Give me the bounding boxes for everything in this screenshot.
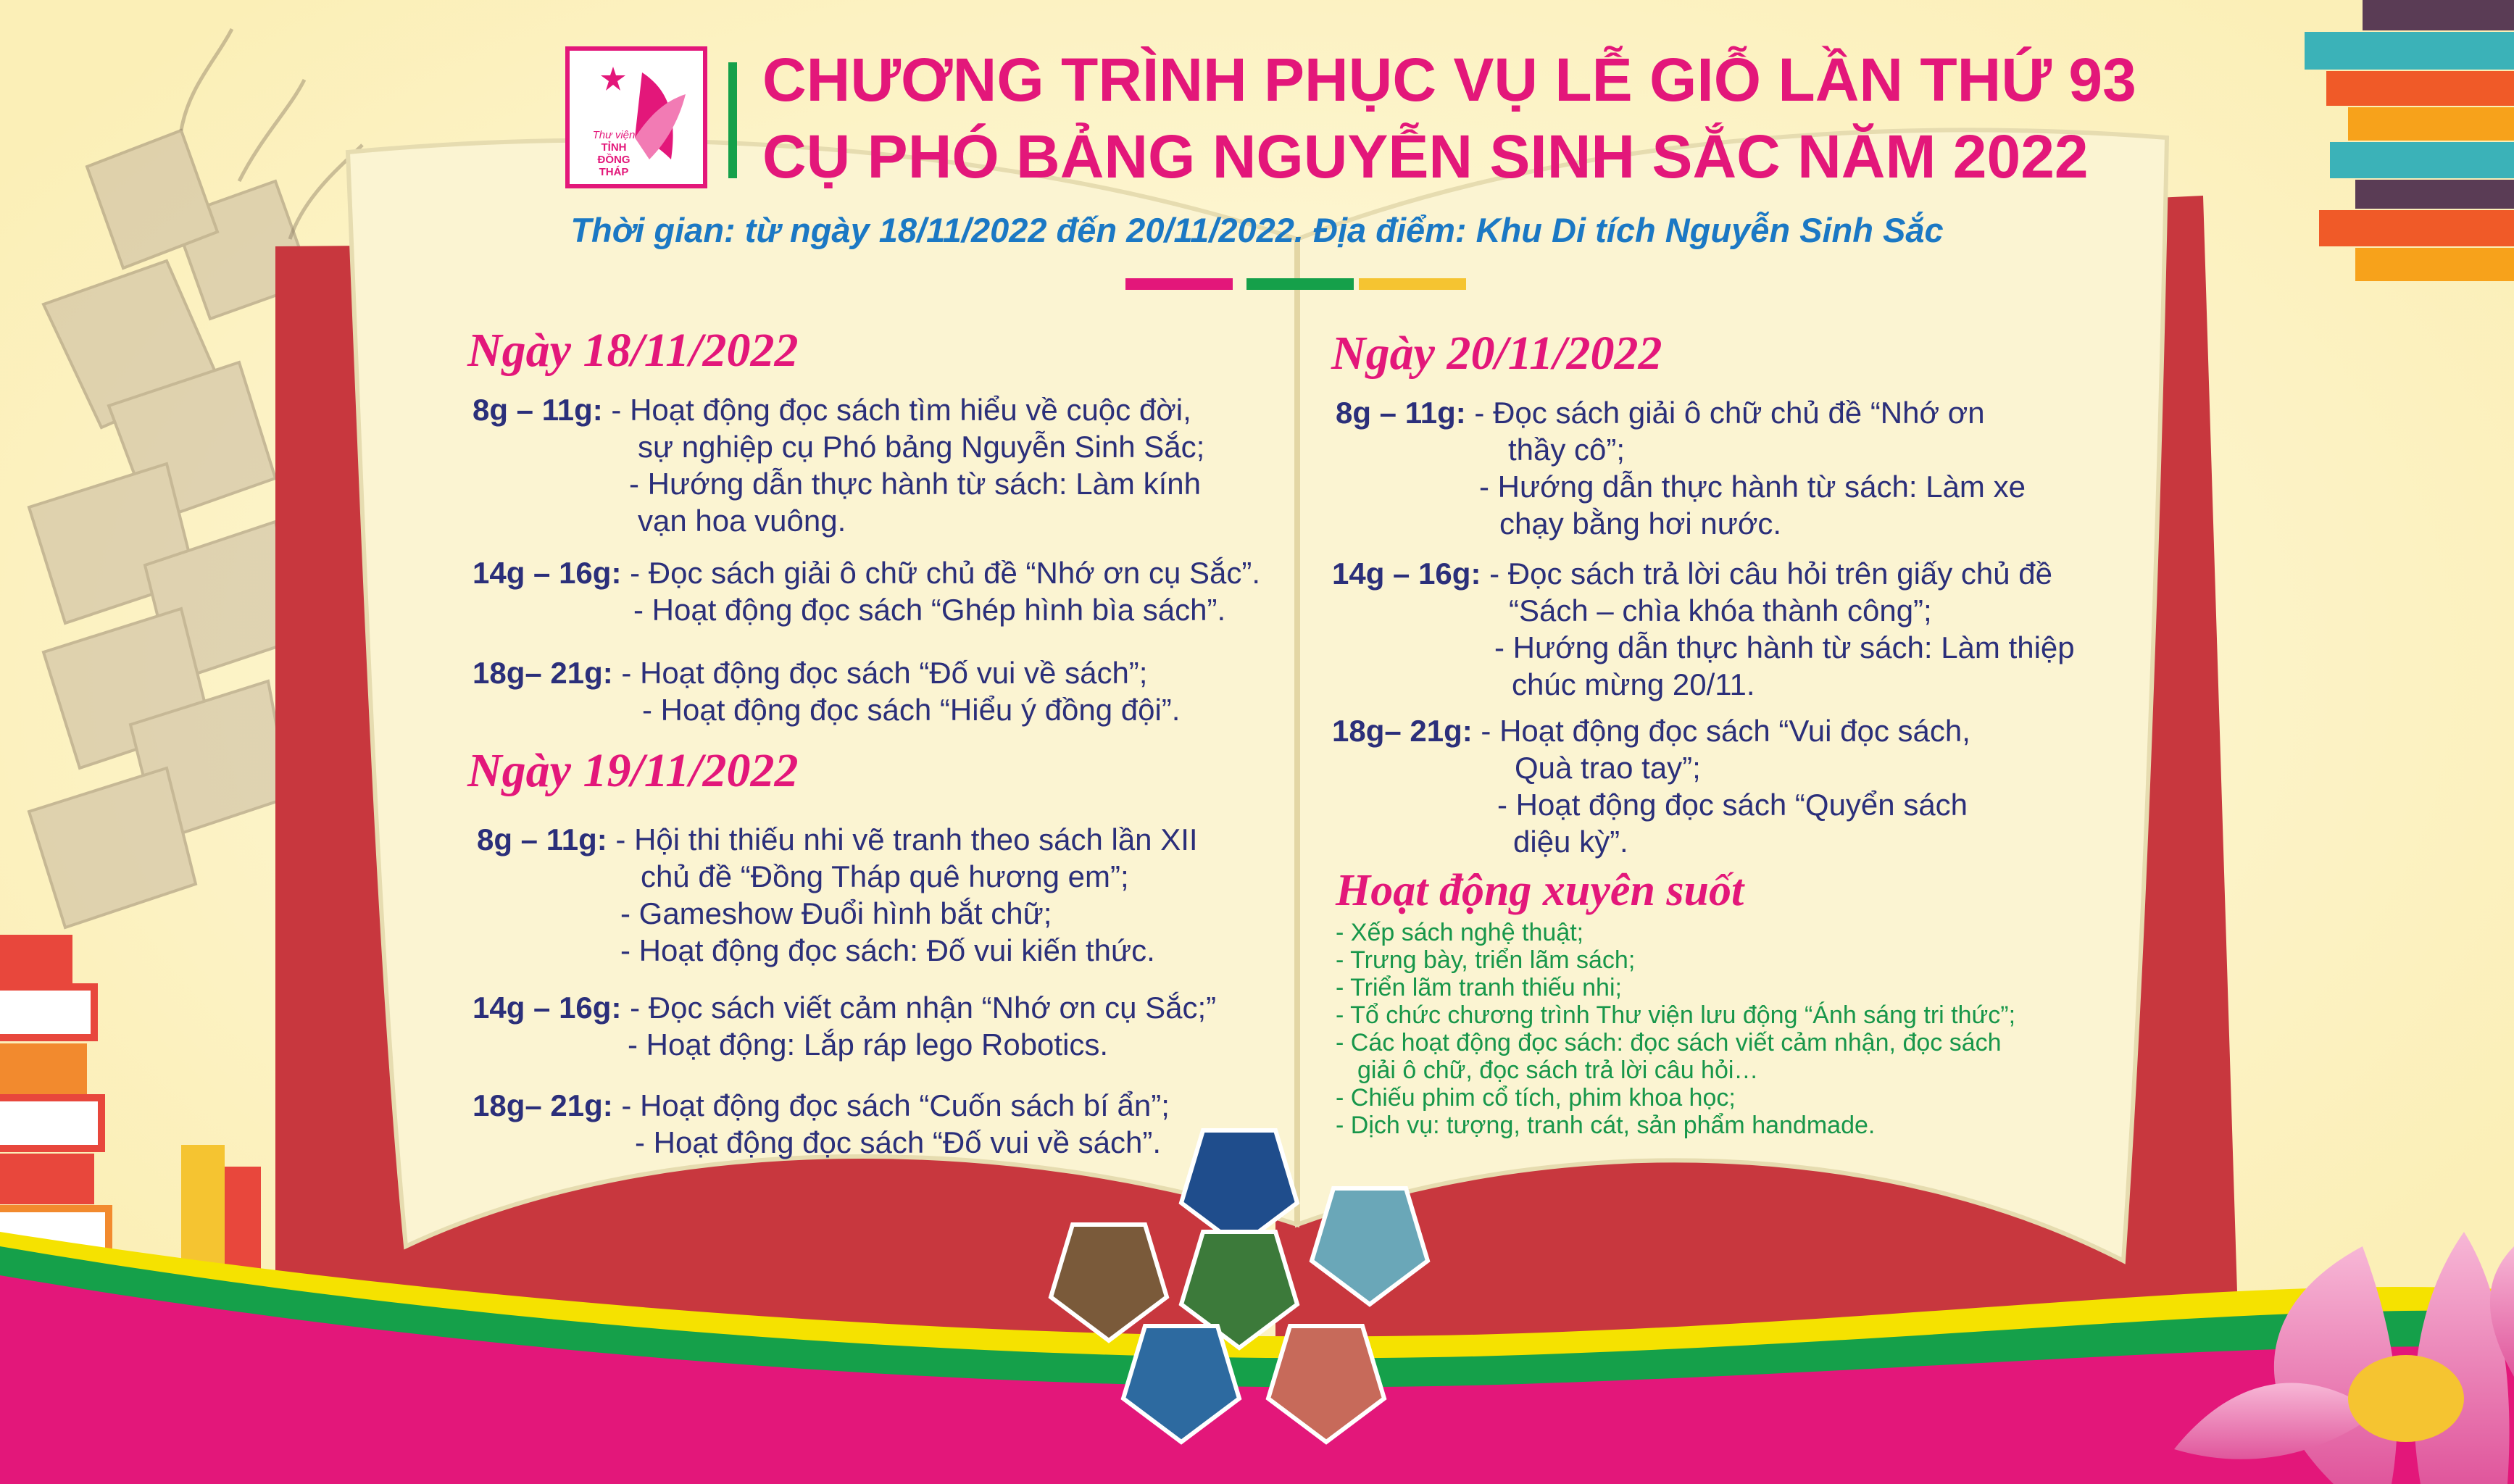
entry-line: chạy bằng hơi nước. bbox=[1499, 507, 1782, 541]
entry-line: - Hướng dẫn thực hành từ sách: Làm kính bbox=[629, 467, 1201, 501]
entry-line: Quà trao tay”; bbox=[1515, 751, 1701, 785]
entry-text: - Đọc sách giải ô chữ chủ đề “Nhớ ơn bbox=[1465, 396, 1985, 430]
schedule-entry bbox=[473, 554, 1260, 628]
entry-line: - Gameshow Đuổi hình bắt chữ; bbox=[620, 896, 1052, 930]
schedule-entry bbox=[473, 989, 1216, 1063]
entry-time: 14g – 16g: bbox=[473, 991, 622, 1025]
schedule-entry bbox=[473, 1087, 1170, 1161]
day-heading-3: Ngày 20/11/2022 bbox=[1331, 327, 1662, 380]
entry-line: - Hoạt động đọc sách “Hiểu ý đồng đội”. bbox=[642, 693, 1181, 727]
entry-text: - Hoạt động đọc sách “Đố vui về sách”; bbox=[612, 656, 1148, 690]
list-item: - Trưng bày, triển lãm sách; bbox=[1336, 946, 1636, 974]
entry-line: - Hướng dẫn thực hành từ sách: Làm thiệp bbox=[1494, 630, 2075, 664]
logo-line-2: TỈNH bbox=[601, 141, 627, 154]
entry-line: chúc mừng 20/11. bbox=[1512, 667, 1755, 701]
entry-text: - Đọc sách viết cảm nhận “Nhớ ơn cụ Sắc;” bbox=[621, 991, 1217, 1025]
divider-green bbox=[1246, 278, 1354, 290]
entry-line: - Hoạt động đọc sách “Quyển sách bbox=[1497, 788, 1968, 822]
entry-line: chủ đề “Đồng Tháp quê hương em”; bbox=[641, 859, 1129, 893]
entry-time: 14g – 16g: bbox=[473, 556, 622, 590]
entry-text: - Đọc sách giải ô chữ chủ đề “Nhớ ơn cụ Sắc”. bbox=[621, 556, 1261, 590]
entry-text: - Đọc sách trả lời câu hỏi trên giấy chủ đề bbox=[1481, 556, 2053, 591]
schedule-entry bbox=[1332, 712, 1970, 860]
logo-line-1: Thư viện bbox=[592, 129, 636, 141]
entry-line: - Hoạt động đọc sách: Đố vui kiến thức. bbox=[620, 933, 1155, 967]
entry-line: diệu kỳ”. bbox=[1513, 825, 1628, 859]
ongoing-heading: Hoạt động xuyên suốt bbox=[1336, 866, 1744, 915]
entry-line: “Sách – chìa khóa thành công”; bbox=[1509, 593, 1932, 628]
entry-text: - Hoạt động đọc sách tìm hiểu về cuộc đời, bbox=[602, 393, 1191, 427]
entry-text: - Hoạt động đọc sách “Cuốn sách bí ẩn”; bbox=[612, 1088, 1170, 1122]
header-divider bbox=[728, 62, 737, 178]
schedule-entry bbox=[477, 821, 1198, 969]
logo-line-3: ĐỒNG THÁP bbox=[597, 154, 630, 178]
schedule-entry bbox=[1336, 394, 2026, 542]
day-heading-2: Ngày 19/11/2022 bbox=[467, 744, 799, 797]
schedule-entry bbox=[1332, 555, 2075, 703]
list-item: - Các hoạt động đọc sách: đọc sách viết cảm nhận, đọc sách bbox=[1336, 1029, 2002, 1056]
entry-time: 8g – 11g: bbox=[477, 822, 607, 856]
page-title-line-2: CỤ PHÓ BẢNG NGUYỄN SINH SẮC NĂM 2022 bbox=[762, 122, 2089, 191]
logo-caption bbox=[583, 129, 645, 178]
divider-yellow bbox=[1359, 278, 1466, 290]
library-logo bbox=[565, 46, 707, 188]
list-item: - Chiếu phim cổ tích, phim khoa học; bbox=[1336, 1084, 1736, 1112]
list-item: giải ô chữ, đọc sách trả lời câu hỏi… bbox=[1357, 1056, 1759, 1084]
entry-time: 14g – 16g: bbox=[1332, 556, 1481, 591]
entry-line: sự nghiệp cụ Phó bảng Nguyễn Sinh Sắc; bbox=[638, 430, 1205, 464]
day-heading-1: Ngày 18/11/2022 bbox=[467, 324, 799, 377]
entry-line: - Hoạt động đọc sách “Đố vui về sách”. bbox=[635, 1125, 1162, 1159]
entry-time: 8g – 11g: bbox=[473, 393, 603, 427]
entry-time: 18g– 21g: bbox=[473, 656, 613, 690]
entry-line: thầy cô”; bbox=[1508, 433, 1626, 467]
event-time-location: Thời gian: từ ngày 18/11/2022 đến 20/11/2022. Địa điểm: Khu Di tích Nguyễn Sinh Sắc bbox=[570, 211, 1944, 249]
entry-time: 18g– 21g: bbox=[1332, 714, 1473, 748]
divider-pink bbox=[1125, 278, 1233, 290]
ongoing-list bbox=[1336, 919, 2015, 1139]
entry-line: - Hướng dẫn thực hành từ sách: Làm xe bbox=[1479, 470, 2026, 504]
list-item: - Triển lãm tranh thiếu nhi; bbox=[1336, 974, 1622, 1001]
list-item: - Tổ chức chương trình Thư viện lưu động “Ánh sáng tri thức”; bbox=[1336, 1001, 2016, 1029]
page-title-line-1: CHƯƠNG TRÌNH PHỤC VỤ LỄ GIỖ LẦN THỨ 93 bbox=[762, 46, 2136, 114]
entry-text: - Hội thi thiếu nhi vẽ tranh theo sách lần XII bbox=[607, 822, 1198, 856]
list-item: - Dịch vụ: tượng, tranh cát, sản phẩm handmade. bbox=[1336, 1112, 1876, 1139]
entry-text: - Hoạt động đọc sách “Vui đọc sách, bbox=[1472, 714, 1970, 748]
entry-time: 18g– 21g: bbox=[473, 1088, 613, 1122]
entry-line: - Hoạt động: Lắp ráp lego Robotics. bbox=[628, 1027, 1109, 1062]
entry-line: - Hoạt động đọc sách “Ghép hình bìa sách”. bbox=[633, 593, 1226, 627]
list-item: - Xếp sách nghệ thuật; bbox=[1336, 919, 1584, 946]
schedule-entry bbox=[473, 654, 1180, 728]
schedule-entry bbox=[473, 391, 1204, 539]
entry-time: 8g – 11g: bbox=[1336, 396, 1466, 430]
entry-line: vạn hoa vuông. bbox=[638, 504, 846, 538]
